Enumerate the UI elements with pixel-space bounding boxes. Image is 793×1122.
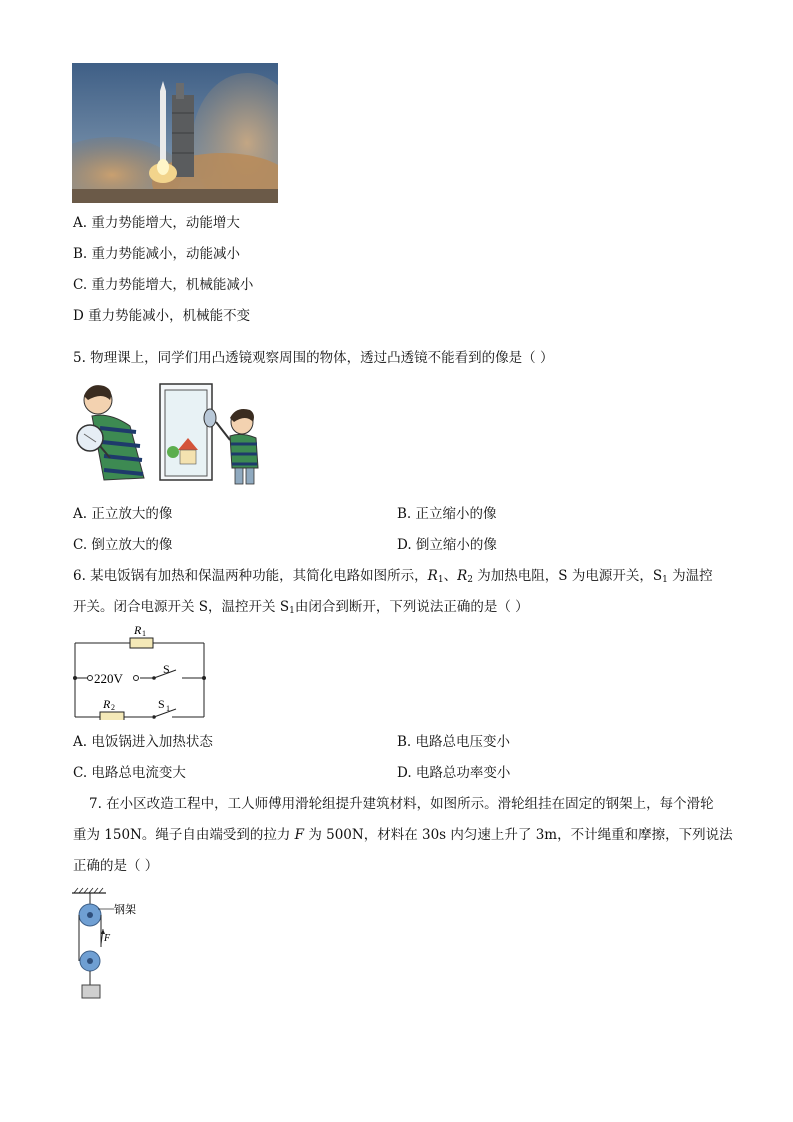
r1-label: R [134,623,142,637]
q6-option-b: B. 电路总电压变小 [397,734,511,750]
q5-option-a: A. 正立放大的像 [73,506,173,522]
pulley-system-diagram [70,885,150,1003]
switch-s-label: S [163,662,170,676]
q5-option-b: B. 正立缩小的像 [397,506,497,522]
q5-question: 5. 物理课上，同学们用凸透镜观察周围的物体，透过凸透镜不能看到的像是（ ） [73,350,554,366]
q7-question-line3: 正确的是（ ） [73,858,159,874]
circuit-diagram [70,620,210,720]
switch-s1-sub: 1 [166,704,170,713]
q5-option-d: D. 倒立缩小的像 [397,537,497,553]
q4-option-b: B. 重力势能减小，动能减小 [73,246,241,262]
r2-label: R [103,697,111,711]
q6-option-a: A. 电饭锅进入加热状态 [73,734,213,750]
r1-sub: 1 [142,629,146,638]
frame-label: 钢架 [114,904,136,916]
q5-option-c: C. 倒立放大的像 [73,537,173,553]
q4-option-c: C. 重力势能增大，机械能减小 [73,277,254,293]
q4-option-d: D 重力势能减小，机械能不变 [73,308,251,324]
q7-question-line1: 7. 在小区改造工程中，工人师傅用滑轮组提升建筑材料，如图所示。滑轮组挂在固定的钢架上，每个滑轮 [89,796,714,812]
rocket-launch-photo [72,63,278,203]
q4-option-a: A. 重力势能增大，动能增大 [73,215,240,231]
q6-option-c: C. 电路总电流变大 [73,765,186,781]
q7-question-line2: 重为 150N。绳子自由端受到的拉力 F 为 500N，材料在 30s 内匀速上升了 3m，不计绳重和摩擦，下列说法 [73,827,733,843]
q6-option-d: D. 电路总功率变小 [397,765,511,781]
convex-lens-illustration [70,378,265,486]
q6-question-line2: 开关。闭合电源开关 S，温控开关 $S_1$由闭合到断开，下列说法正确的是（ ） [73,599,529,616]
switch-s1-label: S [158,697,165,711]
r2-sub: 2 [111,703,115,712]
force-label: F [104,933,111,944]
q6-question-line1: 6. 某电饭锅有加热和保温两种功能，其简化电路如图所示，$R_1$、$R_2$ 为加热电阻，S 为电源开关，$S_1$ 为温控 [73,568,713,585]
voltage-label: 220V [94,671,123,686]
